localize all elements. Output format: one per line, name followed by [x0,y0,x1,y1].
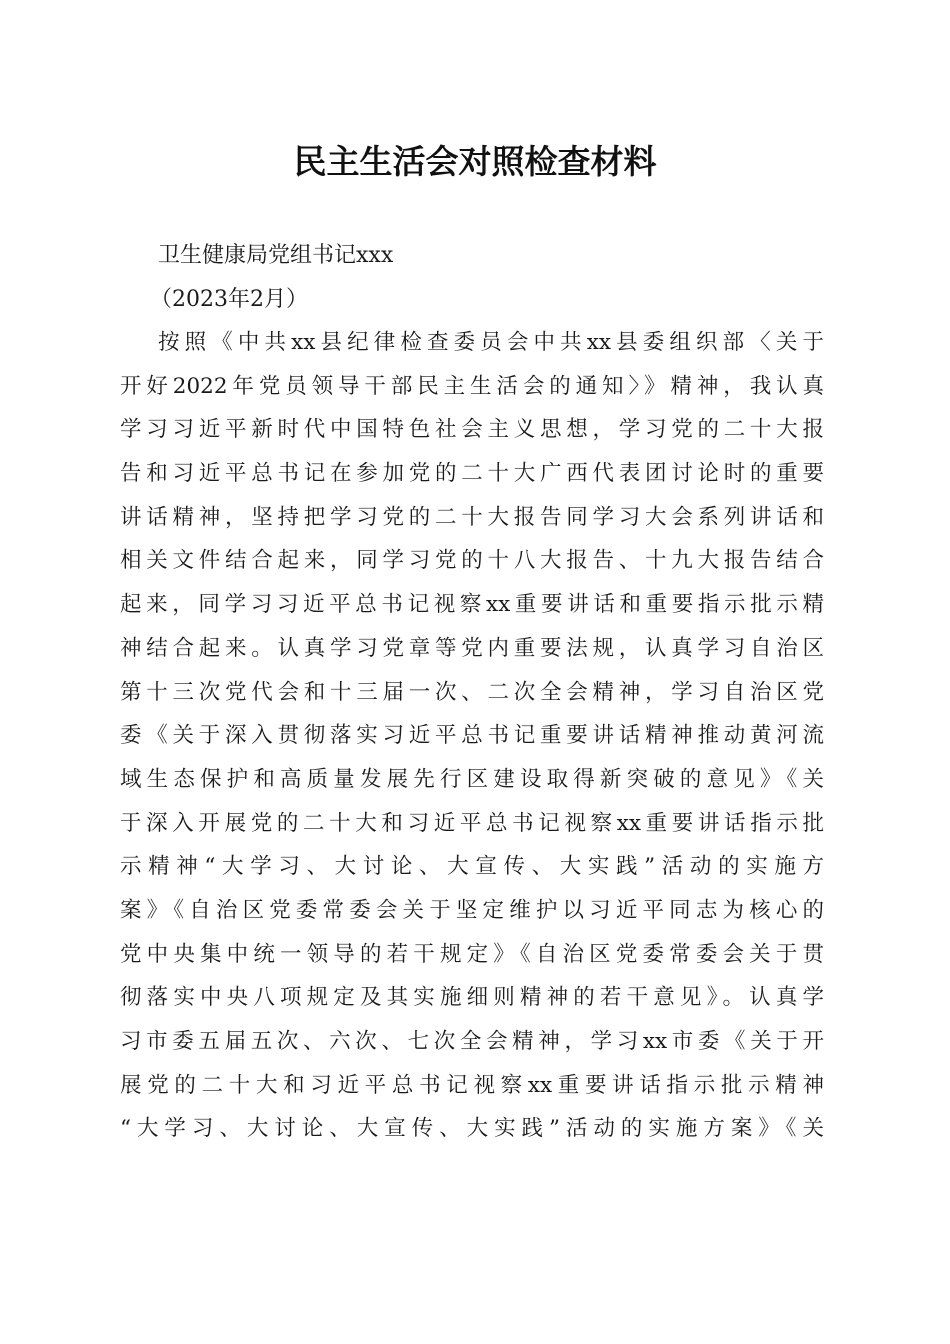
body-paragraph [120,321,824,1151]
body-line: 第十三次党代会和十三届一次、二次全会精神，学习自治区党 [120,679,824,705]
document-title: 民主生活会对照检查材料 [293,142,657,181]
body-line: 习市委五届五次、六次、七次全会精神，学习xx市委《关于开 [120,1029,824,1054]
author-line: 卫生健康局党组书记xxx [158,243,394,268]
body-line: “大学习、大讨论、大宣传、大实践”活动的实施方案》《关 [120,1116,824,1142]
body-line: 相关文件结合起来，同学习党的十八大报告、十九大报告结合 [120,548,824,574]
body-line: 党中央集中统一领导的若干规定》《自治区党委常委会关于贯 [120,941,824,967]
body-line: 委《关于深入贯彻落实习近平总书记重要讲话精神推动黄河流 [120,723,824,749]
body-line: 开好2022年党员领导干部民主生活会的通知〉》精神，我认真 [120,373,824,399]
body-line: 示精神“大学习、大讨论、大宣传、大实践”活动的实施方 [120,854,824,880]
body-line: 神结合起来。认真学习党章等党内重要法规，认真学习自治区 [120,635,824,661]
body-line: 案》《自治区党委常委会关于坚定维护以习近平同志为核心的 [120,897,824,923]
body-line: 告和习近平总书记在参加党的二十大广西代表团讨论时的重要 [120,461,824,487]
body-line: 于深入开展党的二十大和习近平总书记视察xx重要讲话指示批 [120,810,824,836]
body-line: 域生态保护和高质量发展先行区建设取得新突破的意见》《关 [120,766,824,792]
body-line: 学习习近平新时代中国特色社会主义思想，学习党的二十大报 [120,417,824,443]
body-line: 讲话精神，坚持把学习党的二十大报告同学习大会系列讲话和 [120,504,824,530]
body-line: 起来，同学习习近平总书记视察xx重要讲话和重要指示批示精 [120,592,824,618]
body-line: 彻落实中央八项规定及其实施细则精神的若干意见》。认真学 [120,985,824,1011]
body-line: 展党的二十大和习近平总书记视察xx重要讲话指示批示精神 [120,1072,824,1098]
body-line: 按照《中共xx县纪律检查委员会中共xx县委组织部〈关于 [158,330,824,355]
date-line: （2023年2月） [150,287,308,312]
